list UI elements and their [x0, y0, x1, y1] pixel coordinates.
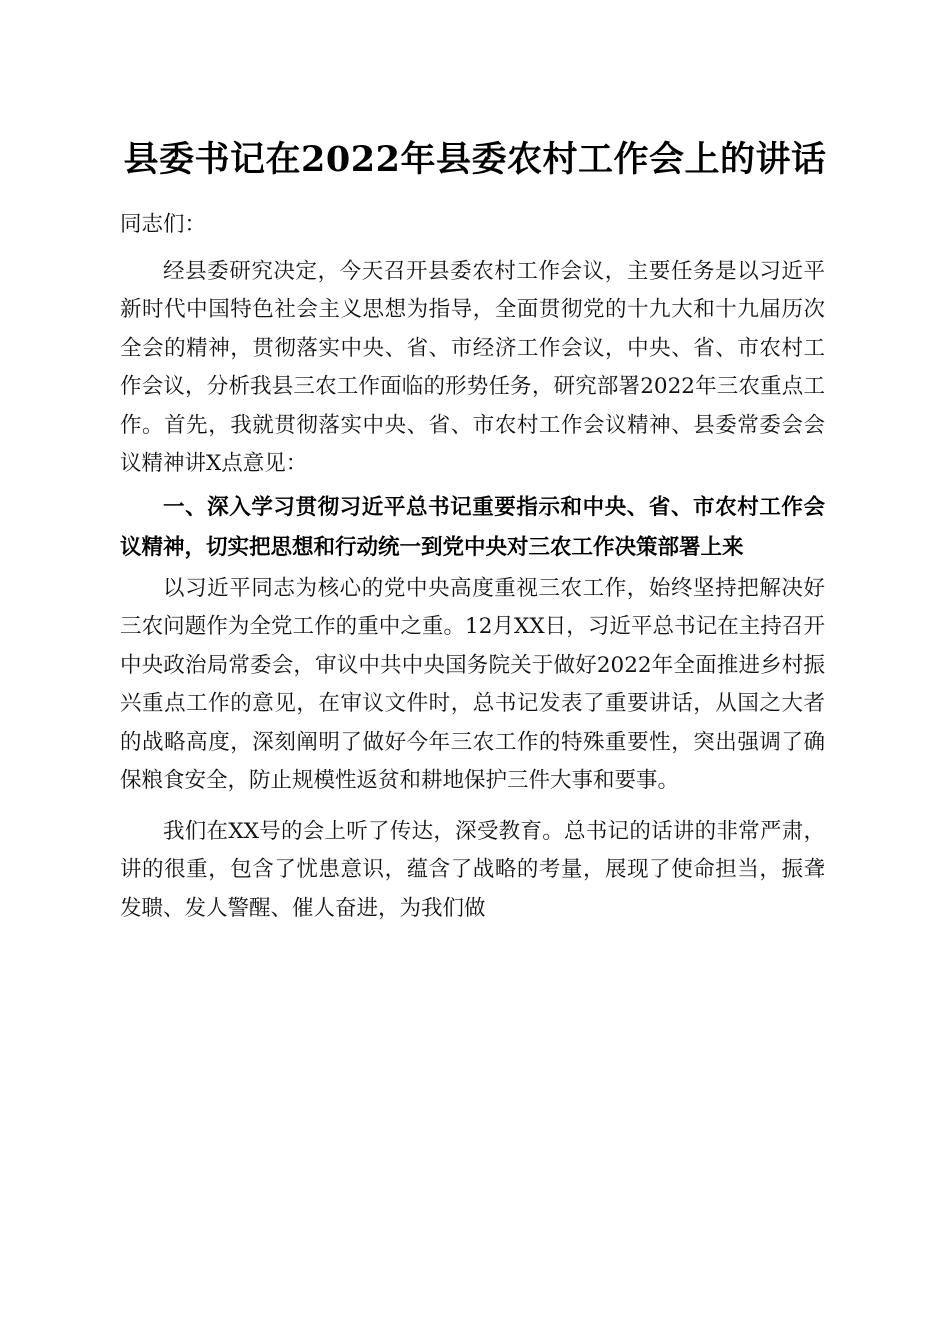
intro-paragraph: 经县委研究决定，今天召开县委农村工作会议，主要任务是以习近平新时代中国特色社会主义思想为指导，全面贯彻党的十九大和十九届历次全会的精神，贯彻落实中央、省、市经济工作会议，中央、省、市农村工作会议，分析我县三农工作面临的形势任务，研究部署2022年三农重点工作。首先，我就贯彻落实中央、省、市农村工作会议精神、县委常委会会议精神讲X点意见：	[120, 258, 825, 476]
document-title: 县委书记在2022年县委农村工作会上的讲话	[123, 139, 827, 180]
section-paragraph-2: 我们在XX号的会上听了传达，深受教育。总书记的话讲的非常严肃，讲的很重，包含了忧患意识，蕴含了战略的考量，展现了使命担当，振聋发聩、发人警醒、催人奋进，为我们做	[120, 818, 825, 921]
document-body	[120, 204, 825, 928]
section-heading: 一、深入学习贯彻习近平总书记重要指示和中央、省、市农村工作会议精神，切实把思想和行动统一到党中央对三农工作决策部署上来	[120, 494, 825, 560]
salutation: 同志们：	[120, 212, 207, 237]
section-paragraph-1: 以习近平同志为核心的党中央高度重视三农工作，始终坚持把解决好三农问题作为全党工作的重中之重。12月XX日，习近平总书记在主持召开中央政治局常委会，审议中共中央国务院关于做好2022年全面推进乡村振兴重点工作的意见，在审议文件时，总书记发表了重要讲话，从国之大者的战略高度，深刻阐明了做好今年三农工作的特殊重要性，突出强调了确保粮食安全，防止规模性返贫和耕地保护三件大事和要事。	[120, 575, 825, 793]
